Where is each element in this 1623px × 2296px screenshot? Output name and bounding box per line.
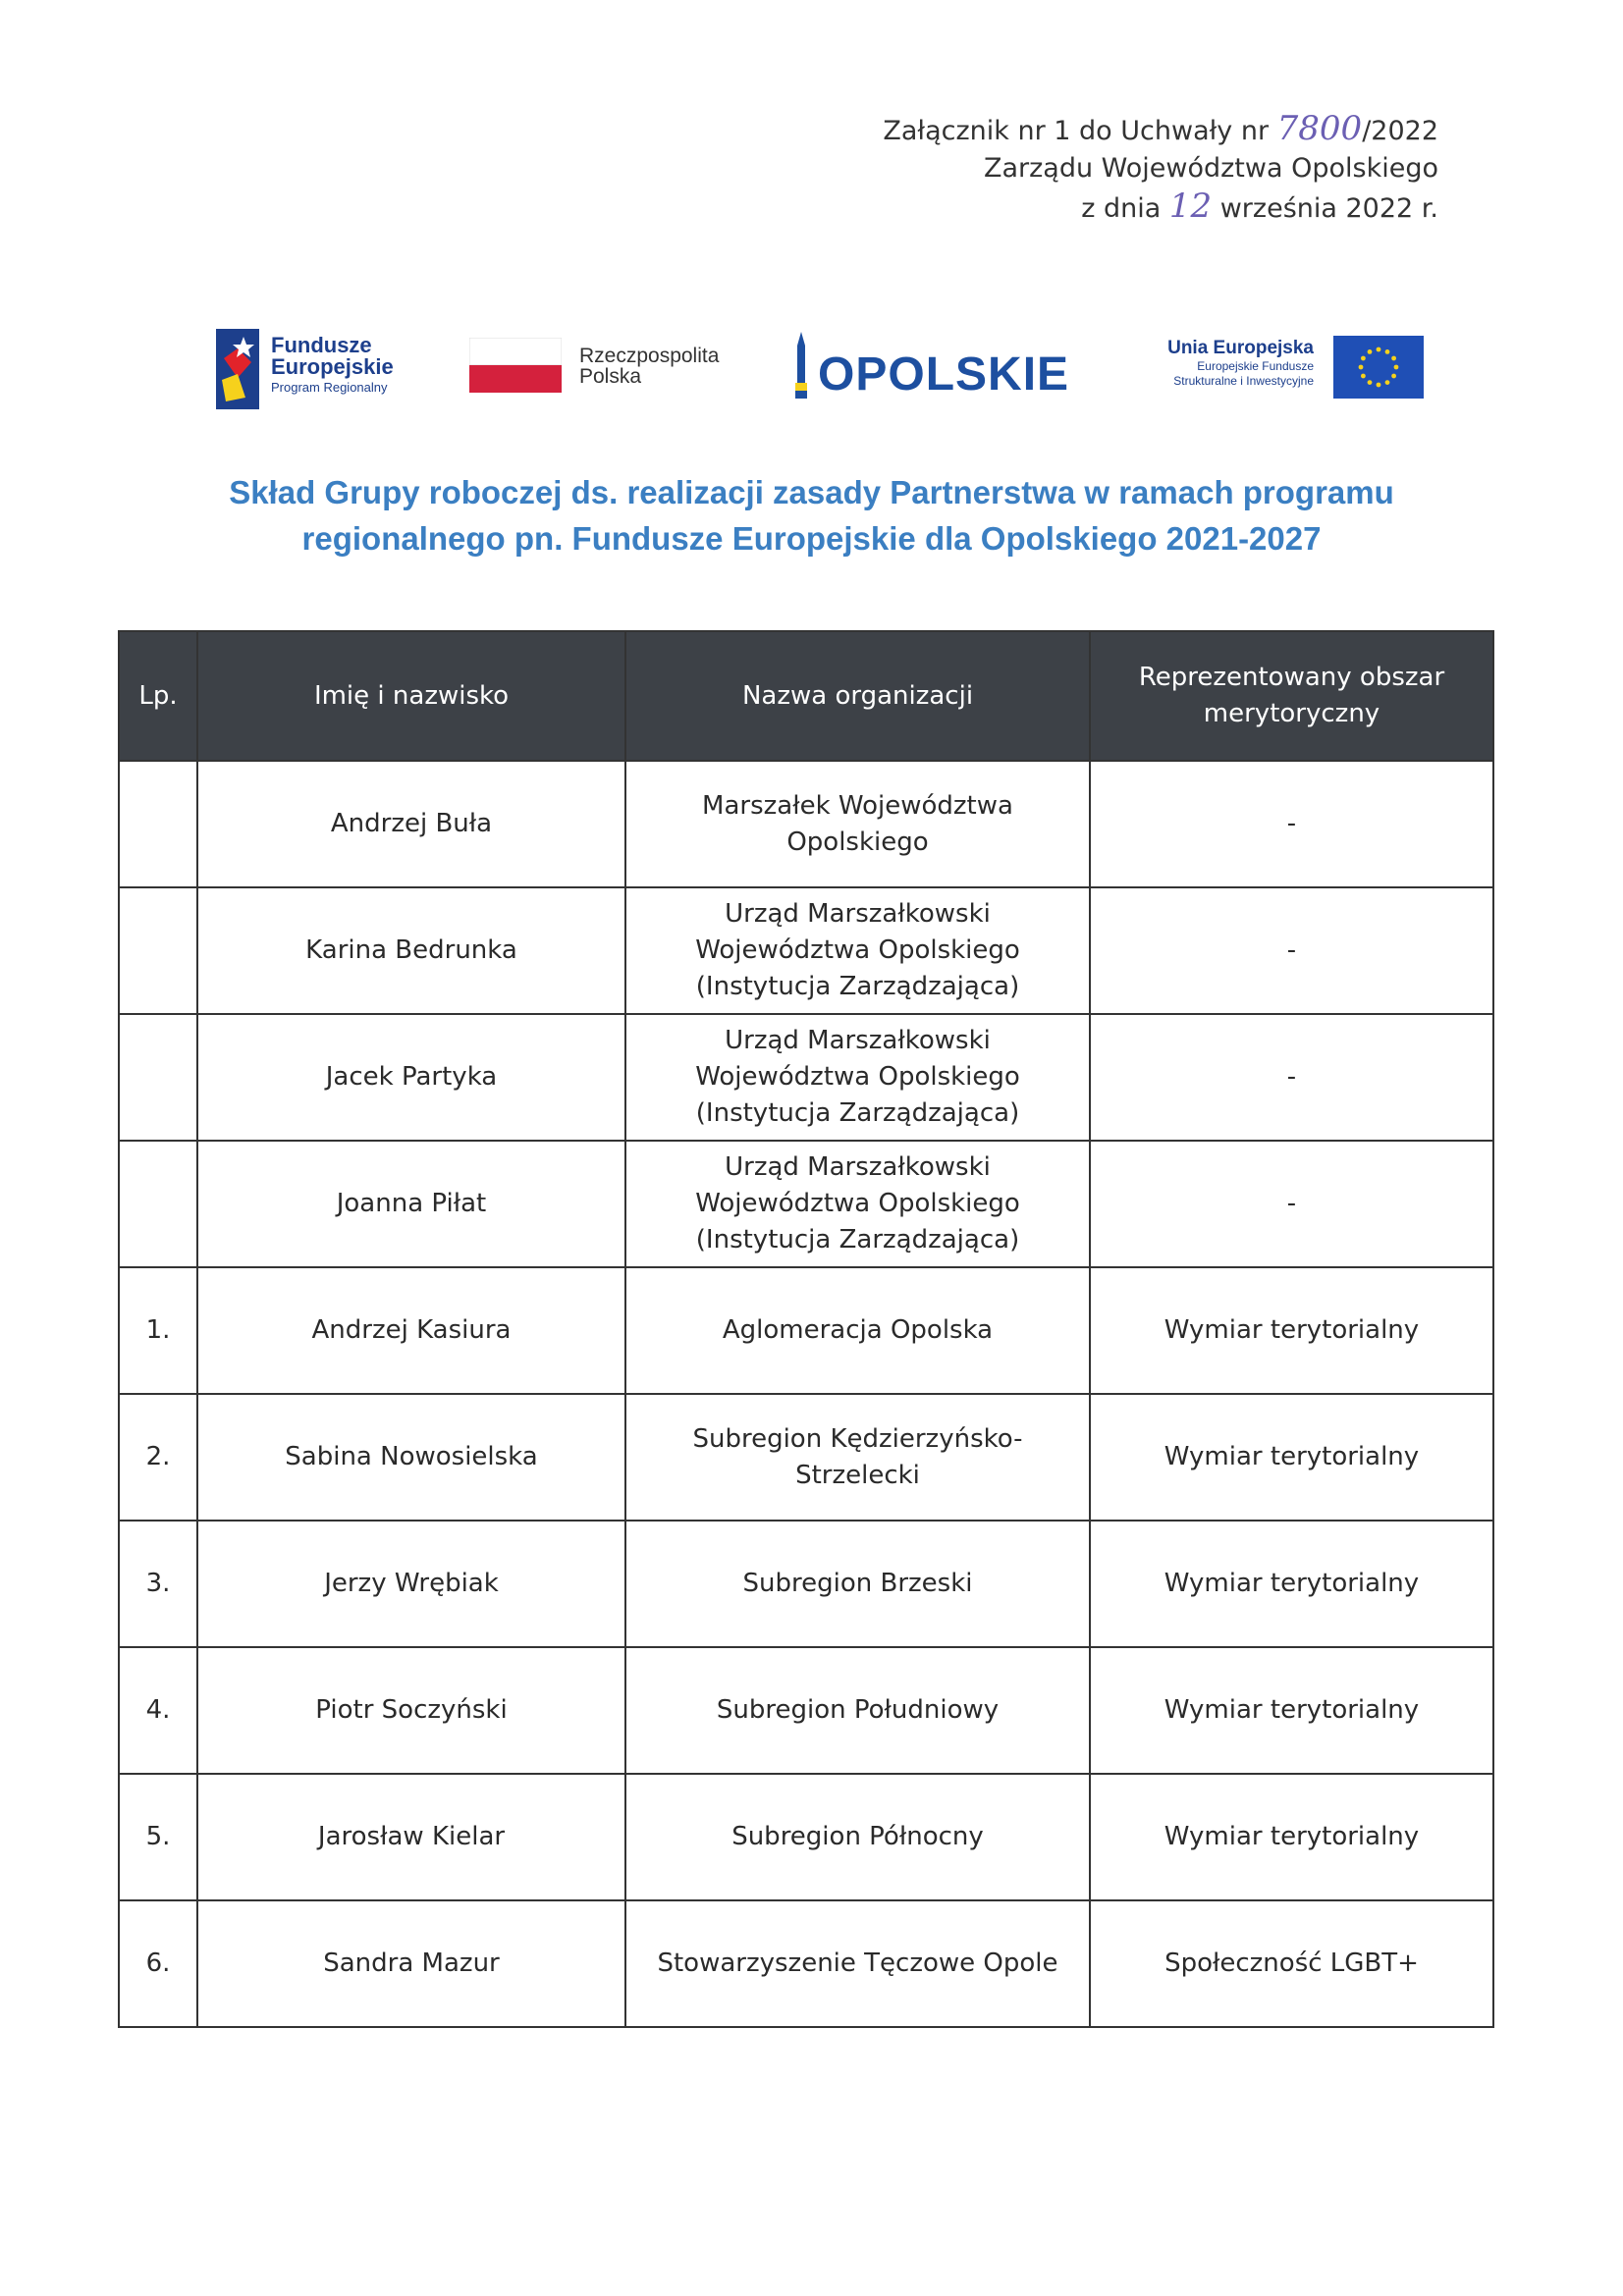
fe-line2: Europejskie <box>271 354 394 379</box>
cell-lp <box>119 761 197 887</box>
fe-line1: Fundusze <box>271 333 372 357</box>
cell-name: Sandra Mazur <box>197 1900 625 2027</box>
cell-organization: Subregion Kędzierzyńsko-Strzelecki <box>625 1394 1090 1521</box>
cell-name: Joanna Piłat <box>197 1141 625 1267</box>
table-row <box>119 1900 1493 2027</box>
table-body <box>119 761 1493 2027</box>
header-organization: Nazwa organizacji <box>625 631 1090 761</box>
cell-area: Wymiar terytorialny <box>1090 1394 1493 1521</box>
opolskie-text: OPOLSKIE <box>818 348 1070 400</box>
cell-area: Wymiar terytorialny <box>1090 1267 1493 1394</box>
cell-organization: Subregion Brzeski <box>625 1521 1090 1647</box>
cell-lp: 5. <box>119 1774 197 1900</box>
date-suffix: września 2022 r. <box>1212 193 1438 224</box>
resolution-number: 7800 <box>1276 109 1363 148</box>
cell-name: Piotr Soczyński <box>197 1647 625 1774</box>
attachment-prefix: Załącznik nr 1 do Uchwały nr <box>883 116 1277 146</box>
header-area: Reprezentowany obszar merytoryczny <box>1090 631 1493 761</box>
cell-organization: Stowarzyszenie Tęczowe Opole <box>625 1900 1090 2027</box>
table-row <box>119 1394 1493 1521</box>
tower-icon <box>790 332 812 400</box>
attachment-line <box>883 110 1438 150</box>
cell-area: - <box>1090 887 1493 1014</box>
date-prefix: z dnia <box>1081 193 1169 224</box>
cell-name: Jarosław Kielar <box>197 1774 625 1900</box>
cell-area: Wymiar terytorialny <box>1090 1647 1493 1774</box>
header-name: Imię i nazwisko <box>197 631 625 761</box>
cell-organization: Aglomeracja Opolska <box>625 1267 1090 1394</box>
ue-line2: Europejskie Fundusze <box>1197 359 1314 373</box>
table-row <box>119 1014 1493 1141</box>
table-row <box>119 1141 1493 1267</box>
document-title <box>147 469 1476 561</box>
table-row <box>119 1521 1493 1647</box>
ue-text <box>1167 338 1314 389</box>
title-line1: Skład Grupy roboczej ds. realizacji zasady Partnerstwa w ramach programu <box>229 474 1394 510</box>
cell-lp: 1. <box>119 1267 197 1394</box>
rp-text <box>579 346 719 387</box>
cell-lp <box>119 887 197 1014</box>
table-row <box>119 1267 1493 1394</box>
board-line: Zarządu Województwa Opolskiego <box>983 153 1438 184</box>
cell-area: - <box>1090 761 1493 887</box>
table-header-row <box>119 631 1493 761</box>
fe-name <box>271 335 394 378</box>
cell-organization: Subregion Południowy <box>625 1647 1090 1774</box>
cell-lp: 4. <box>119 1647 197 1774</box>
rzeczpospolita-logo <box>469 324 744 412</box>
polish-flag-icon <box>469 338 562 393</box>
logos-row <box>216 324 1419 422</box>
date-day: 12 <box>1168 187 1213 226</box>
cell-organization: Urząd Marszałkowski Województwa Opolskiego (Instytucja Zarządzająca) <box>625 1141 1090 1267</box>
cell-area: Wymiar terytorialny <box>1090 1521 1493 1647</box>
attachment-suffix: /2022 <box>1362 116 1438 146</box>
cell-organization: Marszałek Województwa Opolskiego <box>625 761 1090 887</box>
cell-area: - <box>1090 1014 1493 1141</box>
cell-area: - <box>1090 1141 1493 1267</box>
cell-name: Andrzej Kasiura <box>197 1267 625 1394</box>
cell-organization: Subregion Północny <box>625 1774 1090 1900</box>
header-lp: Lp. <box>119 631 197 761</box>
title-line2: regionalnego pn. Fundusze Europejskie dla Opolskiego 2021-2027 <box>301 520 1322 557</box>
cell-name: Jacek Partyka <box>197 1014 625 1141</box>
cell-lp: 2. <box>119 1394 197 1521</box>
cell-name: Jerzy Wrębiak <box>197 1521 625 1647</box>
cell-lp <box>119 1141 197 1267</box>
table-row <box>119 761 1493 887</box>
fundusze-europejskie-logo <box>216 324 422 412</box>
cell-organization: Urząd Marszałkowski Województwa Opolskiego (Instytucja Zarządzająca) <box>625 1014 1090 1141</box>
table-row <box>119 887 1493 1014</box>
cell-name: Sabina Nowosielska <box>197 1394 625 1521</box>
fe-program: Program Regionalny <box>271 380 388 395</box>
rp-line1: Rzeczpospolita <box>579 345 720 367</box>
cell-organization: Urząd Marszałkowski Województwa Opolskiego (Instytucja Zarządzająca) <box>625 887 1090 1014</box>
table-row <box>119 1647 1493 1774</box>
cell-name: Andrzej Buła <box>197 761 625 887</box>
cell-lp: 3. <box>119 1521 197 1647</box>
rp-line2: Polska <box>579 365 642 388</box>
date-line <box>883 187 1438 228</box>
opolskie-logo <box>790 324 1085 412</box>
document-header <box>883 110 1438 228</box>
cell-name: Karina Bedrunka <box>197 887 625 1014</box>
cell-lp: 6. <box>119 1900 197 2027</box>
unia-europejska-logo <box>1129 324 1424 412</box>
cell-area: Społeczność LGBT+ <box>1090 1900 1493 2027</box>
table-row <box>119 1774 1493 1900</box>
eu-flag-icon <box>1333 336 1424 399</box>
members-table <box>118 630 1494 2028</box>
cell-lp <box>119 1014 197 1141</box>
ue-line3: Strukturalne i Inwestycyjne <box>1173 374 1314 388</box>
ue-line1: Unia Europejska <box>1167 338 1314 358</box>
fe-star-icon <box>216 329 259 409</box>
cell-area: Wymiar terytorialny <box>1090 1774 1493 1900</box>
